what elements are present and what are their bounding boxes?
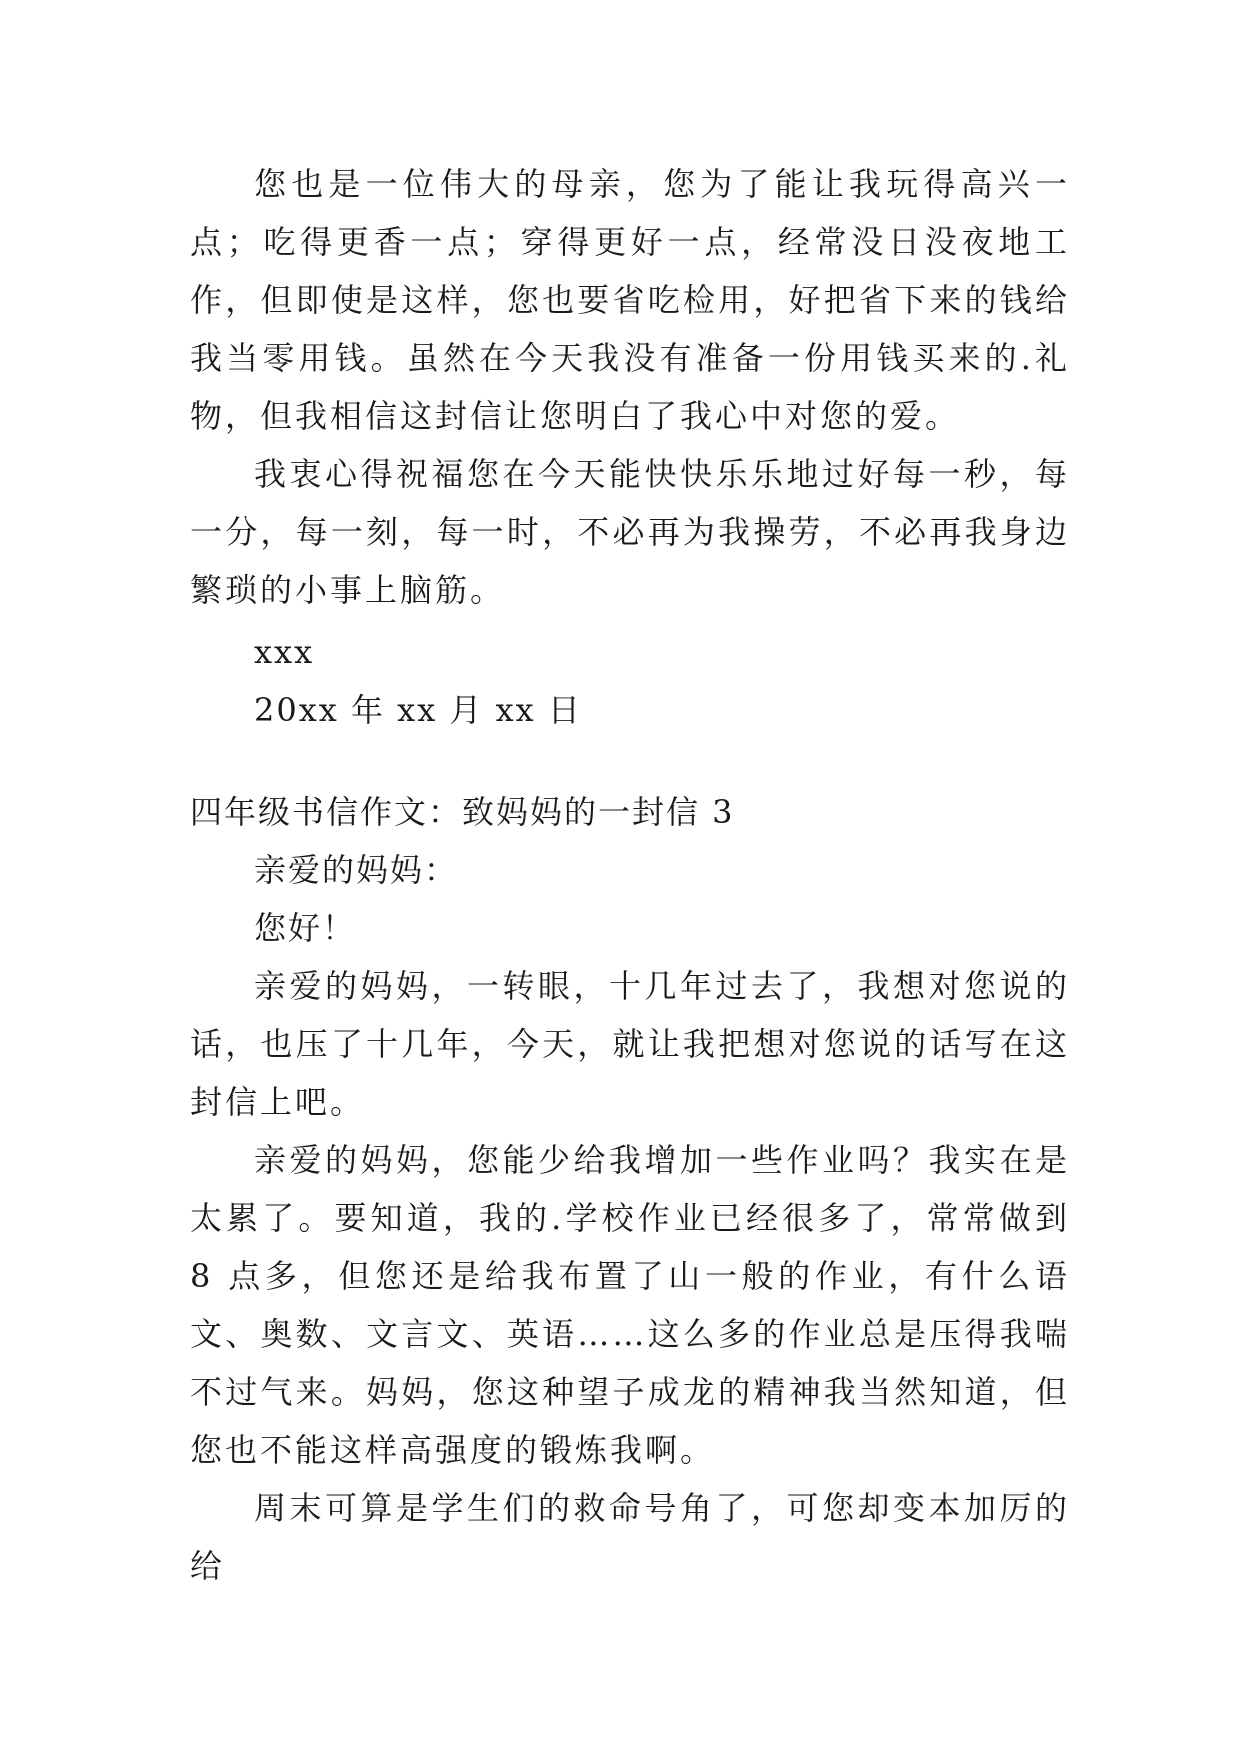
body-paragraph: 亲爱的妈妈，您能少给我增加一些作业吗？我实在是太累了。要知道，我的.学校作业已经很多了，常常做到 8 点多，但您还是给我布置了山一般的作业，有什么语文、奥数、文言文、英语……这么多的作业总是压得我喘不过气来。妈妈，您这种望子成龙的精神我当然知道，但您也不能这样高强度的锻炼我啊。 — [190, 1141, 1070, 1469]
body-paragraph: 您也是一位伟大的母亲，您为了能让我玩得高兴一点；吃得更香一点；穿得更好一点，经常没日没夜地工作，但即使是这样，您也要省吃检用，好把省下来的钱给我当零用钱。虽然在今天我没有准备一份用钱买来的.礼物，但我相信这封信让您明白了我心中对您的爱。 — [190, 165, 1070, 435]
letter-date: 20xx 年 xx 月 xx 日 — [254, 691, 582, 729]
section-heading: 四年级书信作文：致妈妈的一封信 3 — [190, 793, 735, 831]
greeting: 您好！ — [254, 909, 357, 947]
body-paragraph: 周末可算是学生们的救命号角了，可您却变本加厉的给 — [190, 1489, 1070, 1585]
salutation: 亲爱的妈妈： — [254, 851, 459, 889]
body-paragraph: 亲爱的妈妈，一转眼，十几年过去了，我想对您说的话，也压了十几年，今天，就让我把想对您说的话写在这封信上吧。 — [190, 967, 1070, 1121]
body-paragraph: 我衷心得祝福您在今天能快快乐乐地过好每一秒，每一分，每一刻，每一时，不必再为我操劳，不必再我身边繁琐的小事上脑筋。 — [190, 455, 1070, 609]
document-page — [190, 155, 1070, 1595]
signature: xxx — [254, 633, 315, 671]
